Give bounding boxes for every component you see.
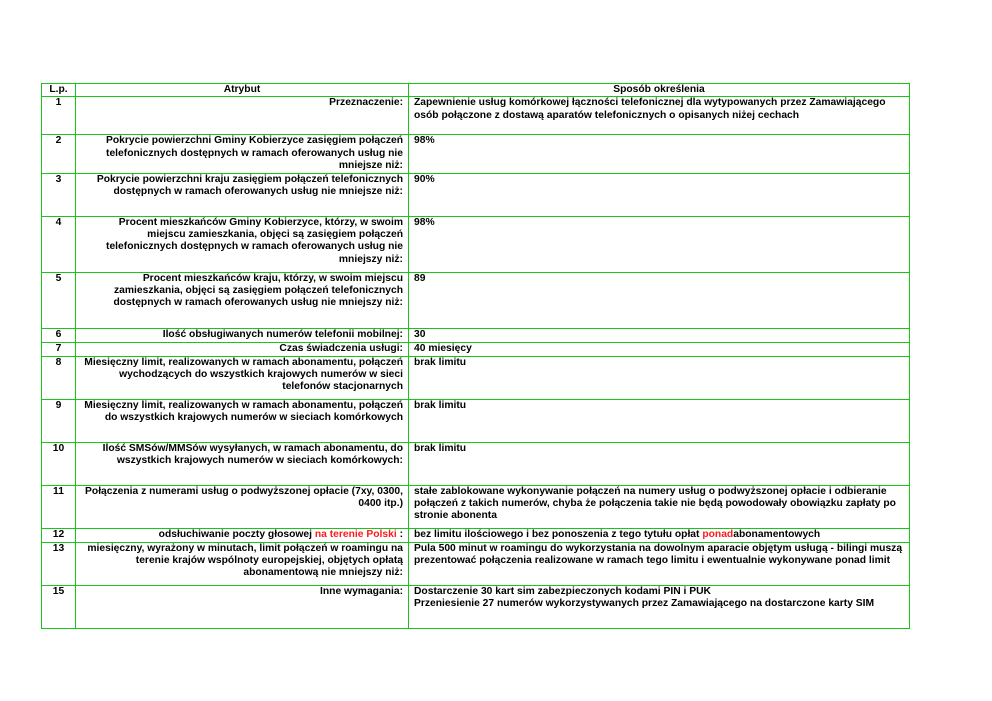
row-number: 11	[42, 485, 76, 528]
row-number: 4	[42, 216, 76, 272]
table-row	[42, 542, 910, 585]
value-suffix: abonamentowych	[733, 528, 821, 540]
table-row	[42, 216, 910, 272]
row-attribute	[76, 528, 409, 542]
table-row	[42, 328, 910, 342]
row-number: 8	[42, 356, 76, 399]
row-attribute: Czas świadczenia usługi:	[76, 342, 409, 356]
row-value: 30	[409, 328, 910, 342]
row-number: 3	[42, 173, 76, 216]
row-value: brak limitu	[409, 399, 910, 442]
row-value: 98%	[409, 135, 910, 173]
row-attribute: Miesięczny limit, realizowanych w ramach abonamentu, połączeń do wszystkich krajowych numerów w sieciach komórkowych	[76, 399, 409, 442]
table-row	[42, 342, 910, 356]
row-attribute: miesięczny, wyrażony w minutach, limit połączeń w roamingu na terenie krajów wspólnoty europejskiej, objętych opłatą abonamentową nie mniejszy niż:	[76, 542, 409, 585]
row-value: 89	[409, 272, 910, 328]
row-attribute: Miesięczny limit, realizowanych w ramach abonamentu, połączeń wychodzących do wszystkich krajowych numerów w sieci telefonów stacjonarnych	[76, 356, 409, 399]
row-value: brak limitu	[409, 356, 910, 399]
row-number: 10	[42, 442, 76, 485]
row-number: 12	[42, 528, 76, 542]
table-row	[42, 272, 910, 328]
row-number: 6	[42, 328, 76, 342]
attribute-highlight: na terenie Polski	[314, 528, 397, 540]
row-number: 5	[42, 272, 76, 328]
row-number: 9	[42, 399, 76, 442]
row-number: 15	[42, 585, 76, 628]
row-number: 1	[42, 97, 76, 135]
row-value: 98%	[409, 216, 910, 272]
row-value: 40 miesięcy	[409, 342, 910, 356]
row-attribute: Pokrycie powierzchni Gminy Kobierzyce zasięgiem połączeń telefonicznych dostępnych w ramach oferowanych usług nie mniejsze niż:	[76, 135, 409, 173]
table-header-row	[42, 84, 910, 97]
row-attribute: Ilość obsługiwanych numerów telefonii mobilnej:	[76, 328, 409, 342]
row-value: 90%	[409, 173, 910, 216]
table-row	[42, 356, 910, 399]
row-number: 7	[42, 342, 76, 356]
header-attribute: Atrybut	[76, 84, 409, 97]
row-attribute: Procent mieszkańców kraju, którzy, w swoim miejscu zamieszkania, objęci są zasięgiem połączeń telefonicznych dostępnych w ramach oferowanych usług nie mniejszy niż:	[76, 272, 409, 328]
row-attribute: Inne wymagania:	[76, 585, 409, 628]
table-row	[42, 528, 910, 542]
value-text: bez limitu ilościowego i bez ponoszenia z tego tytułu opłat	[414, 528, 703, 540]
row-attribute: Procent mieszkańców Gminy Kobierzyce, którzy, w swoim miejscu zamieszkania, objęci są zasięgiem połączeń telefonicznych dostępnych w ramach oferowanych usług nie mniejszy niż:	[76, 216, 409, 272]
row-value: Pula 500 minut w roamingu do wykorzystania na dowolnym aparacie objętym usługą - bilingi muszą prezentować połączenia realizowane w ramach tego limitu i ewentualnie wykonywane ponad limit	[409, 542, 910, 585]
header-lp: L.p.	[42, 84, 76, 97]
row-number: 13	[42, 542, 76, 585]
row-value: Zapewnienie usług komórkowej łączności telefonicznej dla wytypowanych przez Zamawiającego osób połączone z dostawą aparatów telefonicznych o opisanych niżej cechach	[409, 97, 910, 135]
table-row	[42, 399, 910, 442]
table-row	[42, 135, 910, 173]
attribute-suffix: :	[396, 528, 403, 540]
row-attribute: Ilość SMSów/MMSów wysyłanych, w ramach abonamentu, do wszystkich krajowych numerów w sieciach komórkowych:	[76, 442, 409, 485]
value-highlight: ponad	[702, 528, 734, 540]
table-row	[42, 485, 910, 528]
row-value	[409, 585, 910, 628]
row-attribute: Przeznaczenie:	[76, 97, 409, 135]
table-row	[42, 585, 910, 628]
table-row	[42, 173, 910, 216]
row-value: stałe zablokowane wykonywanie połączeń na numery usług o podwyższonej opłacie i odbieranie połączeń z takich numerów, chyba że połączenia takie nie będą powodowały obowiązku zapłaty po stronie abonenta	[409, 485, 910, 528]
attribute-text: odsłuchiwanie poczty głosowej	[158, 528, 315, 540]
row-value: brak limitu	[409, 442, 910, 485]
row-attribute: Połączenia z numerami usług o podwyższonej opłacie (7xy, 0300, 0400 itp.)	[76, 485, 409, 528]
row-attribute: Pokrycie powierzchni kraju zasięgiem połączeń telefonicznych dostępnych w ramach oferowanych usług nie mniejsze niż:	[76, 173, 409, 216]
table-row	[42, 97, 910, 135]
value-line-2: Przeniesienie 27 numerów wykorzystywanych przez Zamawiającego na dostarczone karty SIM	[414, 598, 875, 610]
header-method: Sposób określenia	[409, 84, 910, 97]
value-line-1: Dostarczenie 30 kart sim zabezpieczonych kodami PIN i PUK	[414, 585, 711, 597]
table-row	[42, 442, 910, 485]
requirements-table	[41, 83, 910, 629]
row-value	[409, 528, 910, 542]
row-number: 2	[42, 135, 76, 173]
